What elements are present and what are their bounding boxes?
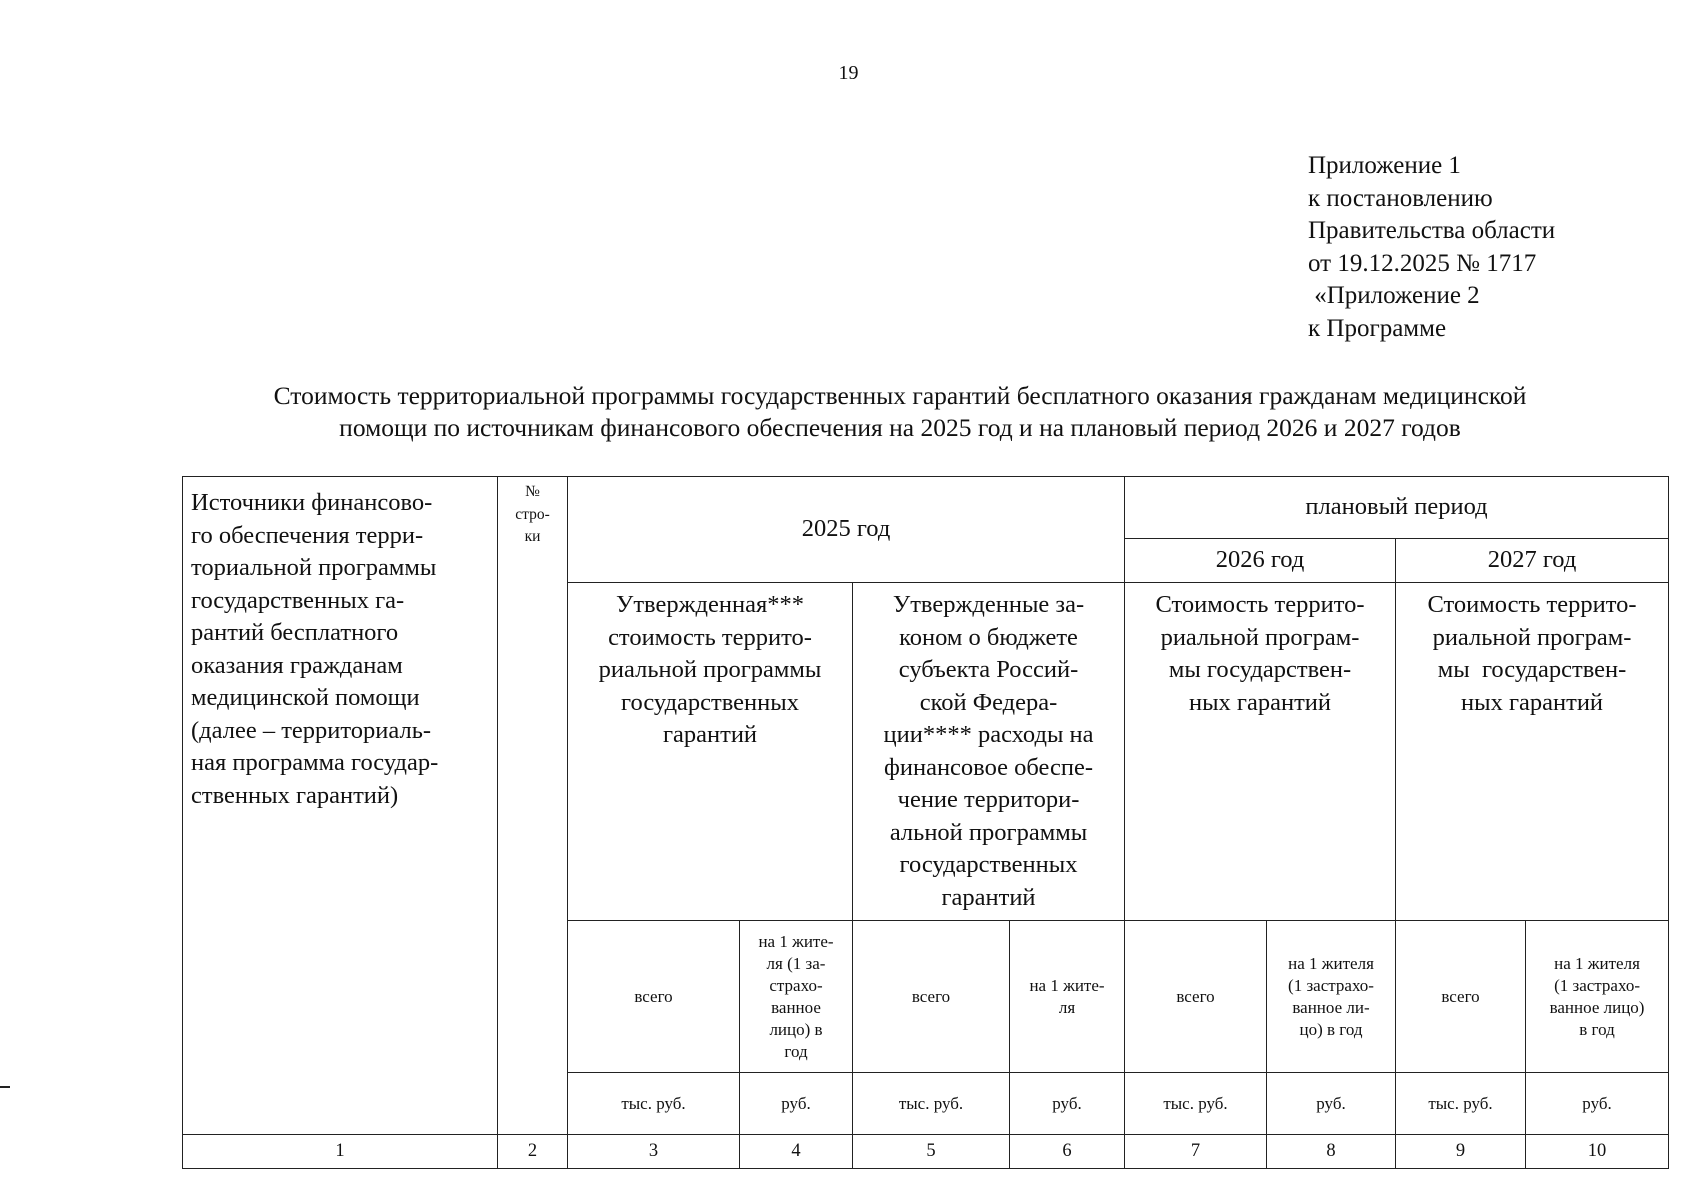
- source-line: рантий бесплатного: [191, 619, 399, 646]
- column-number: 10: [1526, 1135, 1669, 1169]
- title-line: Стоимость территориальной программы государственных гарантий бесплатного оказания гражданам медицинской: [273, 381, 1527, 410]
- column-number: 2: [498, 1135, 568, 1169]
- rowno-line: №: [525, 483, 540, 500]
- appendix-block: [1308, 150, 1555, 345]
- cost-2026-line: мы государствен-: [1168, 656, 1352, 683]
- column-number: 4: [740, 1135, 853, 1169]
- approved-cost-line: стоимость террито-: [608, 623, 812, 651]
- column-number: 5: [853, 1135, 1010, 1169]
- approved-cost-line: гарантий: [662, 721, 758, 748]
- subheader-total-2025-law: всего: [853, 921, 1010, 1073]
- header-year-2025: 2025 год: [568, 477, 1125, 583]
- header-planned-period: плановый период: [1125, 477, 1669, 539]
- sub-line: (1 застрахо-: [1554, 975, 1640, 995]
- cost-2026-line: ных гарантий: [1188, 688, 1332, 716]
- source-line: ная программа государ-: [191, 749, 439, 776]
- sub-line: ля (1 за-: [766, 953, 826, 973]
- source-line: го обеспечения терри-: [191, 521, 424, 549]
- approved-cost-line: риальной программы: [598, 656, 822, 683]
- approved-law-line: гарантий: [941, 883, 1036, 911]
- unit-cell: тыс. руб.: [853, 1073, 1010, 1135]
- sub-line: (1 застрахо-: [1288, 975, 1374, 995]
- header-funding-sources: [183, 477, 498, 1135]
- cost-2027-line: Стоимость террито-: [1427, 591, 1637, 618]
- sub-line: на 1 жителя: [1288, 953, 1374, 973]
- appendix-line: к Программе: [1308, 314, 1447, 342]
- sub-line: ванное лицо): [1549, 997, 1645, 1017]
- unit-cell: тыс. руб.: [1396, 1073, 1526, 1135]
- appendix-line: Приложение 1: [1308, 152, 1461, 179]
- column-number: 3: [568, 1135, 740, 1169]
- source-line: ториальной программы: [191, 554, 437, 581]
- approved-law-line: чение территори-: [897, 786, 1080, 813]
- sub-line: лицо) в: [769, 1019, 823, 1039]
- column-number: 6: [1010, 1135, 1125, 1169]
- source-line: ственных гарантий): [191, 781, 399, 809]
- unit-cell: тыс. руб.: [1125, 1073, 1267, 1135]
- header-year-2027: 2027 год: [1396, 539, 1669, 583]
- cost-2026-line: риальной програм-: [1160, 623, 1360, 651]
- column-number-row: [183, 1135, 1669, 1169]
- column-number: 7: [1125, 1135, 1267, 1169]
- unit-cell: руб.: [1267, 1073, 1396, 1135]
- column-number: 9: [1396, 1135, 1526, 1169]
- header-cost-2027: [1396, 583, 1669, 921]
- header-row-number: [498, 477, 568, 1135]
- sub-line: цо) в год: [1299, 1019, 1363, 1039]
- cost-table: [182, 476, 1669, 1169]
- subheader-total-2027: всего: [1396, 921, 1526, 1073]
- title-line: помощи по источникам финансового обеспечения на 2025 год и на плановый период 2026 и 2027 годов: [339, 413, 1461, 442]
- header-cost-2026: [1125, 583, 1396, 921]
- unit-cell: руб.: [740, 1073, 853, 1135]
- sub-line: на 1 жите-: [758, 931, 834, 951]
- subheader-per-resident-2025-approved: [740, 921, 853, 1073]
- subheader-total-2025-approved: всего: [568, 921, 740, 1073]
- subheader-total-2026: всего: [1125, 921, 1267, 1073]
- sub-line: ванное ли-: [1292, 997, 1370, 1017]
- source-line: государственных га-: [191, 586, 405, 614]
- approved-law-line: субъекта Россий-: [898, 656, 1079, 683]
- unit-cell: руб.: [1010, 1073, 1125, 1135]
- sub-line: страхо-: [769, 975, 823, 995]
- header-approved-by-law: [853, 583, 1125, 921]
- source-line: (далее – территориаль-: [191, 716, 432, 744]
- cost-2027-line: ных гарантий: [1461, 688, 1604, 716]
- rowno-line: стро-: [515, 505, 550, 523]
- sub-line: год: [784, 1041, 808, 1061]
- sub-line: в год: [1579, 1019, 1615, 1039]
- unit-cell: тыс. руб.: [568, 1073, 740, 1135]
- approved-cost-line: государственных: [621, 688, 799, 716]
- header-approved-cost: [568, 583, 853, 921]
- column-number: 1: [183, 1135, 498, 1169]
- margin-mark: [0, 1086, 10, 1088]
- approved-law-line: коном о бюджете: [899, 623, 1078, 651]
- unit-cell: руб.: [1526, 1073, 1669, 1135]
- approved-law-line: государственных: [899, 851, 1078, 878]
- cost-2027-line: мы государствен-: [1437, 656, 1627, 683]
- cost-2026-line: Стоимость террито-: [1155, 591, 1365, 618]
- header-year-2026: 2026 год: [1125, 539, 1396, 583]
- approved-law-line: финансовое обеспе-: [883, 753, 1094, 781]
- sub-line: на 1 жителя: [1554, 953, 1640, 973]
- approved-cost-line: Утвержденная***: [616, 591, 804, 618]
- source-line: медицинской помощи: [191, 684, 420, 711]
- appendix-line: к постановлению: [1308, 184, 1493, 212]
- sub-line: на 1 жите-: [1029, 975, 1105, 995]
- subheader-per-resident-2026: [1267, 921, 1396, 1073]
- source-line: Источники финансово-: [191, 489, 433, 516]
- source-line: оказания гражданам: [191, 651, 403, 679]
- column-number: 8: [1267, 1135, 1396, 1169]
- subheader-per-resident-2025-law: [1010, 921, 1125, 1073]
- approved-law-line: ской Федера-: [919, 688, 1058, 716]
- cost-2027-line: риальной програм-: [1432, 623, 1632, 651]
- approved-law-line: Утвержденные за-: [892, 591, 1085, 618]
- appendix-line: «Приложение 2: [1308, 282, 1480, 309]
- sub-line: ванное: [771, 997, 821, 1017]
- rowno-line: ки: [524, 528, 541, 545]
- document-title: [150, 380, 1650, 444]
- approved-law-line: ции**** расходы на: [883, 721, 1094, 748]
- approved-law-line: альной программы: [889, 818, 1088, 846]
- sub-line: ля: [1058, 997, 1076, 1017]
- page-number: 19: [838, 62, 859, 84]
- appendix-line: от 19.12.2025 № 1717: [1308, 249, 1537, 277]
- subheader-per-resident-2027: [1526, 921, 1669, 1073]
- appendix-line: Правительства области: [1308, 217, 1556, 244]
